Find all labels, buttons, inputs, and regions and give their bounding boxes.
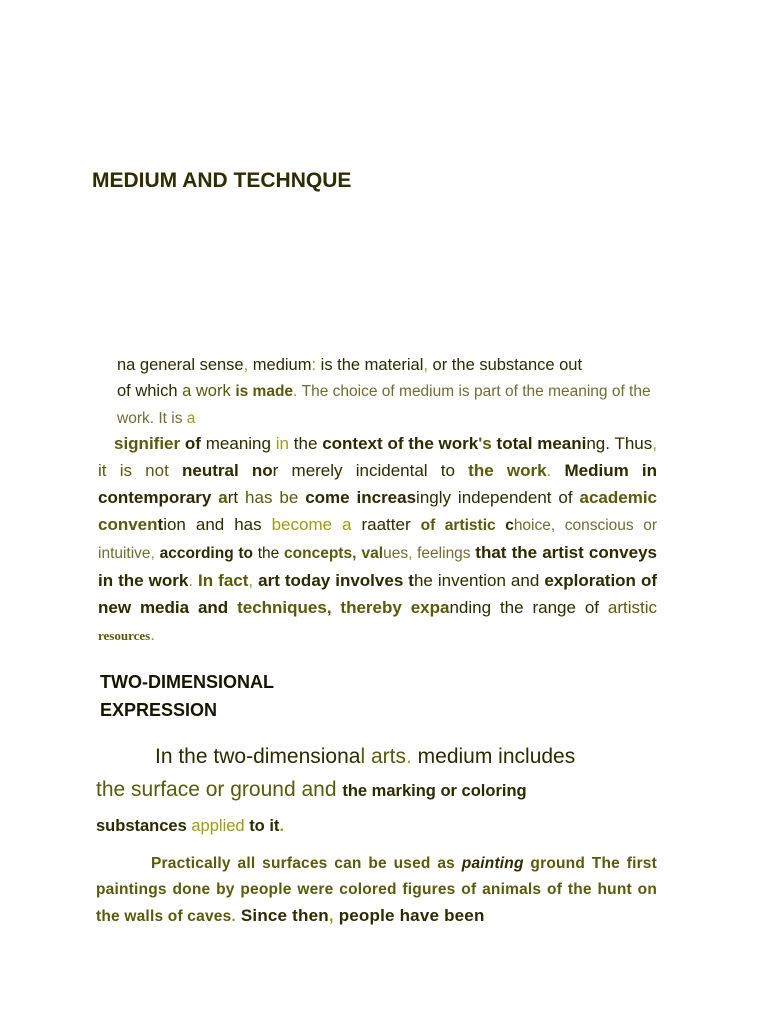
text-run: according to: [154, 545, 258, 562]
text-run: resources: [98, 628, 151, 643]
text-run: val: [361, 545, 384, 562]
text-run: raatter: [361, 515, 411, 534]
text-run: is the material: [316, 356, 424, 374]
text-run: ues: [383, 545, 409, 562]
text-run: ,: [328, 906, 334, 925]
text-run: .: [279, 817, 285, 835]
text-run: :: [311, 356, 317, 374]
painting-paragraph: [96, 851, 657, 930]
text-run: In fact: [193, 571, 249, 590]
text-run: the: [293, 434, 323, 453]
text-run: The choice of medium is part of the meaning of the work: [117, 383, 651, 427]
text-run: c: [505, 517, 514, 534]
text-run: nding the range of: [449, 598, 608, 617]
text-run: painting: [461, 855, 524, 872]
text-run: to it: [249, 817, 280, 835]
text-run: has be: [245, 488, 306, 507]
text-run: t: [157, 515, 164, 534]
text-run: . It is: [149, 410, 187, 427]
heading-line: TWO-DIMENSIONAL: [100, 672, 274, 692]
text-run: ,: [408, 545, 413, 562]
text-run: in: [270, 434, 294, 453]
text-run: and: [301, 778, 343, 801]
text-run: context of the work: [322, 434, 479, 453]
text-run: or the substance out: [427, 356, 583, 374]
text-run: the marking or coloring: [342, 782, 527, 800]
text-run: l arts: [360, 745, 406, 768]
text-run: .: [405, 745, 412, 768]
text-run: medium: [248, 356, 312, 374]
two-dimensional-paragraph: [96, 740, 656, 843]
text-run: In the: [155, 745, 214, 768]
text-run: the surface or ground: [96, 778, 302, 801]
text-run: total meani: [491, 434, 587, 453]
text-run: that the artist conveys in the work: [98, 543, 657, 590]
text-run: signifier: [114, 434, 181, 453]
text-run: .: [546, 461, 552, 480]
text-run: .: [231, 908, 236, 925]
text-run: meaning: [205, 434, 271, 453]
text-run: . Thus: [605, 434, 653, 453]
text-run: ng: [586, 434, 606, 453]
text-run: become a: [271, 515, 362, 534]
text-run: .: [150, 625, 155, 644]
text-run: ingly independent of: [416, 488, 580, 507]
text-run: exploration of new media and: [98, 571, 657, 617]
text-run: techniques, thereby expa: [237, 598, 450, 617]
text-run: ,: [243, 356, 249, 374]
text-run: .: [293, 382, 298, 400]
text-run: feelings: [412, 545, 476, 562]
text-run: ground The first paintings done by people were colored figures of animals of the hunt on the walls of caves: [96, 855, 657, 925]
text-run: ion and has: [163, 515, 272, 534]
text-run: a work: [182, 382, 236, 400]
text-run: come increas: [305, 488, 417, 507]
text-run: 's: [478, 434, 492, 453]
text-run: Medium in contemporary: [98, 461, 658, 507]
heading-line: EXPRESSION: [100, 700, 218, 720]
text-run: of artistic: [420, 517, 506, 534]
text-run: artistic: [607, 598, 657, 617]
text-run: a: [186, 410, 196, 427]
text-run: the: [257, 545, 285, 562]
text-run: ,: [248, 571, 254, 590]
text-run: concepts,: [284, 545, 357, 562]
body-paragraph: [98, 430, 657, 649]
text-run: of which: [117, 382, 183, 400]
text-run: is made: [235, 383, 294, 400]
text-run: two-dimensiona: [213, 745, 361, 768]
text-run: ,: [150, 545, 155, 562]
document-title: MEDIUM AND TECHNQUE: [92, 169, 352, 192]
text-run: medium includes: [411, 745, 576, 768]
text-run: hoice, conscious or intuitive: [98, 517, 657, 562]
text-run: the work: [468, 461, 547, 480]
text-run: .: [188, 571, 194, 590]
text-run: substances: [96, 817, 192, 835]
text-run: na general sense: [117, 356, 244, 374]
text-run: ,: [652, 434, 657, 453]
text-run: academic conven: [98, 488, 657, 534]
text-run: it is not: [98, 461, 183, 480]
text-run: r merely incidental to: [272, 461, 469, 480]
text-run: rt: [227, 488, 246, 507]
text-run: people have been: [333, 906, 485, 925]
text-run: ,: [423, 356, 428, 374]
intro-paragraph: [117, 352, 657, 432]
text-run: Practically all surfaces can be used as: [151, 855, 462, 872]
text-run: Since then: [235, 906, 329, 925]
text-run: neutral no: [182, 461, 273, 480]
text-run: he invention and: [413, 571, 545, 590]
text-run: applied: [191, 817, 250, 835]
text-run: art today involves t: [253, 571, 414, 590]
text-run: of: [180, 434, 206, 453]
text-run: a: [218, 488, 228, 507]
section-heading: [100, 668, 400, 724]
